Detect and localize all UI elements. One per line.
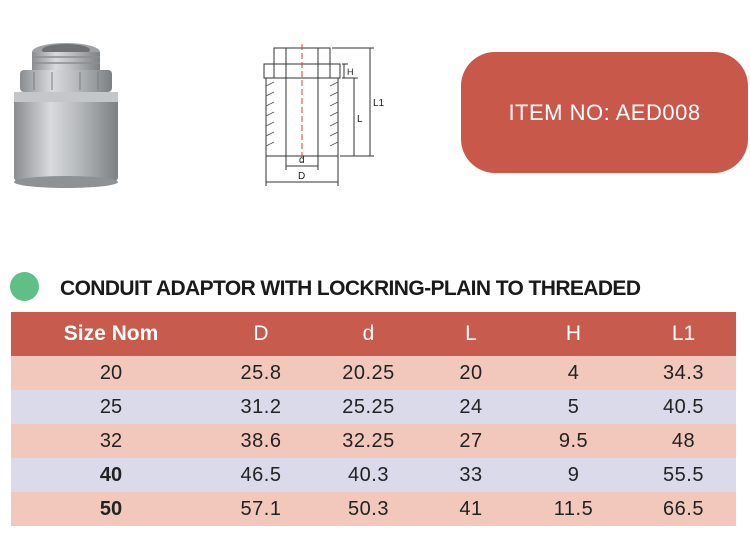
cell-L: 41 xyxy=(459,497,483,520)
label-L: L xyxy=(357,114,363,125)
cell-H: 9 xyxy=(567,463,580,486)
cell-L1: 55.5 xyxy=(663,463,704,486)
cell-size: 40 xyxy=(99,463,123,486)
table-row xyxy=(11,356,736,390)
cell-L1: 48 xyxy=(671,429,696,452)
technical-drawing xyxy=(258,42,390,194)
col-header-size-nom: Size Nom xyxy=(63,322,159,345)
cell-size: 50 xyxy=(99,497,123,520)
cell-d: 50.3 xyxy=(348,497,389,520)
cell-D: 46.5 xyxy=(240,463,282,486)
cell-D: 57.1 xyxy=(240,497,282,520)
cell-L1: 66.5 xyxy=(663,497,704,520)
spec-table xyxy=(11,312,736,526)
cell-H: 9.5 xyxy=(558,429,589,452)
item-number-label: ITEM NO: AED008 xyxy=(508,99,701,125)
label-H: H xyxy=(347,67,354,77)
cell-d: 40.3 xyxy=(348,463,389,486)
label-D: D xyxy=(298,171,306,182)
col-header-L: L xyxy=(465,322,477,345)
table-row xyxy=(11,492,736,526)
cell-D: 38.6 xyxy=(240,429,282,452)
cell-L1: 34.3 xyxy=(663,361,704,384)
cell-H: 5 xyxy=(567,395,580,418)
cell-H: 11.5 xyxy=(553,497,594,520)
cell-H: 4 xyxy=(567,361,580,384)
item-number-badge xyxy=(461,52,748,173)
col-header-L1: L1 xyxy=(671,322,696,345)
cell-L: 20 xyxy=(459,361,483,384)
cell-d: 20.25 xyxy=(342,361,395,384)
section-heading xyxy=(10,272,750,302)
cell-size: 25 xyxy=(99,395,123,418)
table-row xyxy=(11,390,736,424)
heading-dot-icon xyxy=(10,272,39,301)
col-header-d: d xyxy=(362,322,375,345)
cell-size: 32 xyxy=(99,429,123,452)
col-header-H: H xyxy=(565,322,582,345)
label-L1: L1 xyxy=(373,98,385,109)
cell-d: 32.25 xyxy=(342,429,395,452)
cell-d: 25.25 xyxy=(342,395,395,418)
cell-L: 33 xyxy=(459,463,483,486)
cell-D: 31.2 xyxy=(240,395,282,418)
cell-L: 24 xyxy=(459,395,483,418)
label-d: d xyxy=(299,155,305,166)
heading-text: CONDUIT ADAPTOR WITH LOCKRING-PLAIN TO THREADED xyxy=(60,277,641,300)
col-header-D: D xyxy=(253,322,269,345)
cell-L: 27 xyxy=(459,429,483,452)
product-photo xyxy=(8,38,130,188)
cell-L1: 40.5 xyxy=(663,395,704,418)
cell-size: 20 xyxy=(99,361,123,384)
table-row xyxy=(11,458,736,492)
cell-D: 25.8 xyxy=(240,361,282,384)
table-row xyxy=(11,424,736,458)
table-header-row xyxy=(11,312,736,356)
